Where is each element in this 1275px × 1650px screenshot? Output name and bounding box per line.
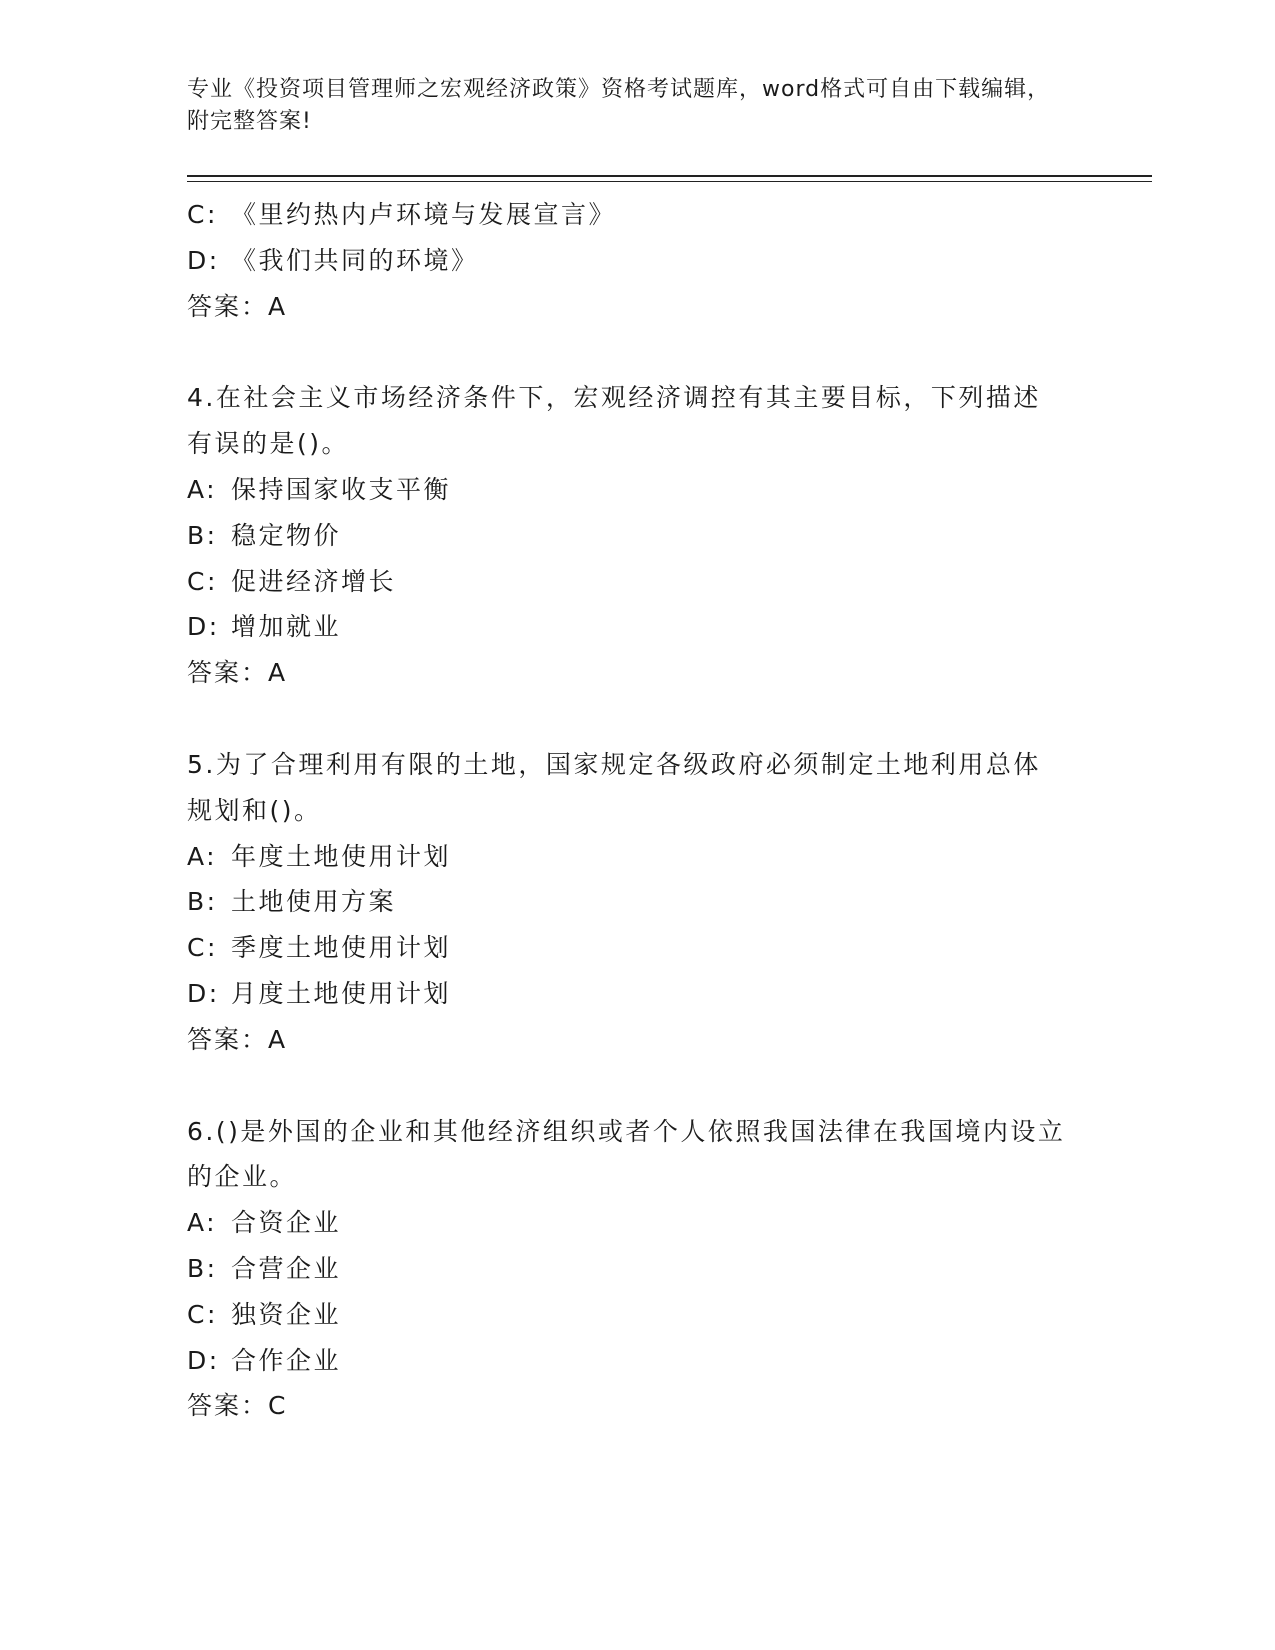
option-text: 独资企业 [231, 1299, 342, 1329]
option-label: D: [187, 978, 220, 1008]
option-d [187, 604, 1067, 650]
header-divider [187, 175, 1152, 177]
option-b [187, 513, 1067, 559]
option-a [187, 1200, 1067, 1246]
option-label: A: [187, 1208, 218, 1238]
answer: 答案：C [187, 1391, 288, 1421]
option-text: 保持国家收支平衡 [231, 474, 452, 504]
question-stem: 6.()是外国的企业和其他经济组织或者个人依照我国法律在我国境内设立的企业。 [187, 1116, 1066, 1192]
option-label: D: [187, 612, 220, 642]
option-label: D: [187, 1345, 220, 1375]
option-label: C: [187, 1299, 218, 1329]
answer: 答案：A [187, 291, 288, 321]
answer: 答案：A [187, 1024, 288, 1054]
option-label: D: [187, 245, 220, 275]
option-label: C: [187, 933, 218, 963]
option-d [187, 971, 1067, 1017]
option-text: 合作企业 [231, 1345, 342, 1375]
option-d [187, 238, 1067, 284]
option-text: 增加就业 [231, 612, 342, 642]
option-b [187, 879, 1067, 925]
option-label: B: [187, 887, 218, 917]
option-text: 合资企业 [231, 1208, 342, 1238]
option-text: 月度土地使用计划 [231, 978, 452, 1008]
option-c [187, 559, 1067, 605]
option-c [187, 1292, 1067, 1338]
option-label: A: [187, 474, 218, 504]
question-4 [187, 375, 1067, 696]
option-a [187, 834, 1067, 880]
option-text: 土地使用方案 [231, 887, 397, 917]
option-d [187, 1338, 1067, 1384]
option-text: 季度土地使用计划 [231, 933, 452, 963]
option-text: 合营企业 [231, 1253, 342, 1283]
option-b [187, 1246, 1067, 1292]
question-6 [187, 1109, 1067, 1430]
question-stem: 5.为了合理利用有限的土地，国家规定各级政府必须制定土地利用总体规划和()。 [187, 749, 1041, 825]
option-a [187, 467, 1067, 513]
header-divider-thin [187, 181, 1152, 182]
option-label: B: [187, 520, 218, 550]
page-header: 专业《投资项目管理师之宏观经济政策》资格考试题库，word格式可自由下载编辑，附完整答案! [187, 77, 1051, 134]
option-c [187, 192, 1067, 238]
option-label: C: [187, 566, 218, 596]
option-text: 稳定物价 [231, 520, 342, 550]
continued-question [187, 192, 1067, 329]
option-label: B: [187, 1253, 218, 1283]
option-text: 《里约热内卢环境与发展宣言》 [231, 200, 617, 229]
question-stem: 4.在社会主义市场经济条件下，宏观经济调控有其主要目标，下列描述有误的是()。 [187, 383, 1041, 459]
option-label: C: [187, 200, 218, 229]
option-text: 年度土地使用计划 [231, 841, 452, 871]
question-list [187, 192, 1067, 1429]
option-label: A: [187, 841, 218, 871]
question-5 [187, 742, 1067, 1063]
option-text: 促进经济增长 [231, 566, 397, 596]
option-c [187, 925, 1067, 971]
option-text: 《我们共同的环境》 [231, 245, 479, 275]
answer: 答案：A [187, 658, 288, 688]
